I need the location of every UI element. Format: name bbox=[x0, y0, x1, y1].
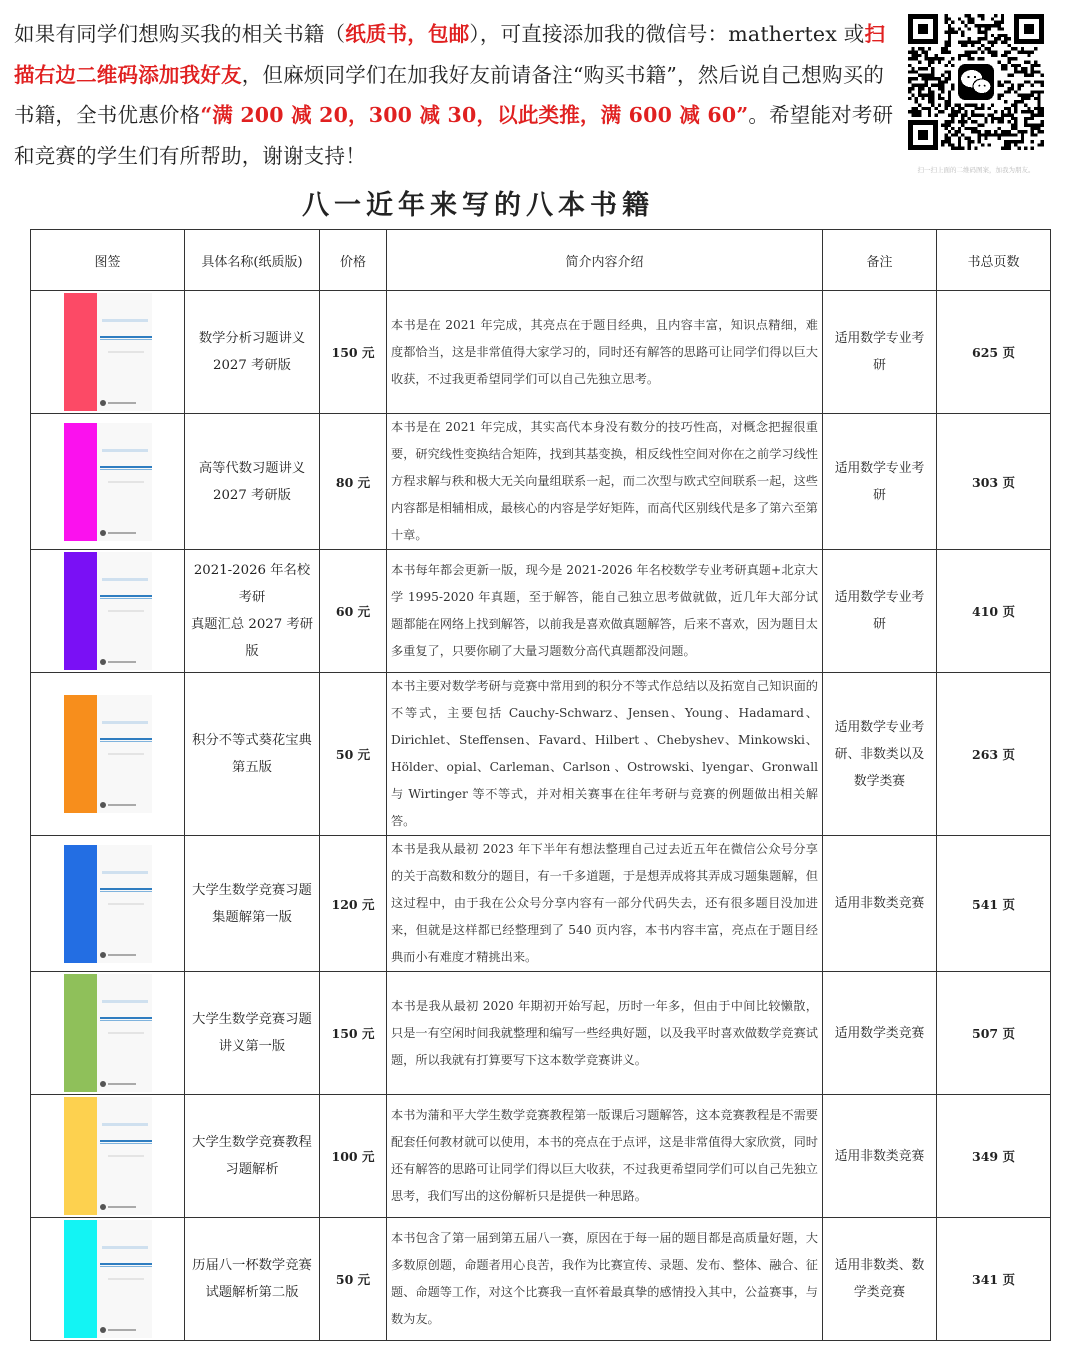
book-note: 适用数学类竞赛 bbox=[823, 972, 937, 1095]
book-pages: 349 页 bbox=[937, 1095, 1051, 1218]
publisher-logo-icon bbox=[100, 400, 106, 406]
book-note: 适用非数类竞赛 bbox=[823, 1095, 937, 1218]
intro-highlight-discount: “满 200 减 20，300 减 30，以此类推，满 600 减 60” bbox=[200, 103, 749, 127]
book-price: 80 元 bbox=[320, 414, 387, 550]
book-price: 150 元 bbox=[320, 291, 387, 414]
book-name-line-2: 2027 考研版 bbox=[213, 358, 291, 373]
publisher-logo-icon bbox=[100, 659, 106, 665]
intro-text-1: 如果有同学们想购买我的相关书籍（ bbox=[14, 22, 346, 46]
publisher-logo-icon bbox=[100, 530, 106, 536]
book-cover-spine bbox=[64, 552, 97, 670]
book-description: 本书是我从最初 2020 年期初开始写起，历时一年多，但由于中间比较懒散，只是一有空闲时间我就整理和编写一些经典好题，以及我平时喜欢做数学竞赛试题，所以我就有打算要写下这本数学竞赛讲义。 bbox=[387, 972, 823, 1095]
book-name-cell bbox=[185, 673, 320, 836]
book-name-line-1: 历届八一杯数学竞赛 bbox=[192, 1258, 312, 1273]
intro-highlight-scan-qr: 扫描右边二维码添加我好友 bbox=[14, 22, 886, 87]
book-cover-image[interactable] bbox=[64, 845, 152, 963]
book-cover-spine bbox=[64, 695, 97, 813]
table-row bbox=[31, 673, 1051, 836]
book-price: 150 元 bbox=[320, 972, 387, 1095]
publisher-logo-icon bbox=[100, 802, 106, 808]
qr-caption: 扫一扫上面的二维码图案，加我为朋友。 bbox=[917, 166, 1035, 174]
book-pages: 507 页 bbox=[937, 972, 1051, 1095]
book-description: 本书为蒲和平大学生数学竞赛教程第一版课后习题解答，这本竞赛教程是不需要配套任何教材就可以使用，本书的亮点在于点评，这是非常值得大家欣赏，同时还有解答的思路可让同学们得以巨大收获，不过我更希望同学们可以自己先独立思考，我们写出的这份解析只是提供一种思路。 bbox=[387, 1095, 823, 1218]
cover-cell bbox=[31, 550, 185, 673]
cover-cell bbox=[31, 1218, 185, 1341]
book-price: 120 元 bbox=[320, 836, 387, 972]
table-header-row bbox=[31, 230, 1051, 291]
book-price: 100 元 bbox=[320, 1095, 387, 1218]
intro-paragraph bbox=[14, 14, 899, 176]
intro-text-2: ），可直接添加我的微信号：mathertex 或 bbox=[469, 22, 865, 46]
book-note: 适用数学专业考研 bbox=[823, 414, 937, 550]
publisher-logo-icon bbox=[100, 952, 106, 958]
book-name-line-1: 数学分析习题讲义 bbox=[198, 331, 306, 346]
book-name-line-1: 高等代数习题讲义 bbox=[198, 460, 306, 476]
book-cover-image[interactable] bbox=[64, 1097, 152, 1215]
header-price: 价格 bbox=[320, 230, 387, 291]
book-cover-image[interactable] bbox=[64, 695, 152, 813]
book-name-cell bbox=[185, 550, 320, 673]
publisher-logo-icon bbox=[100, 1081, 106, 1087]
book-cover-image[interactable] bbox=[64, 552, 152, 670]
book-description: 本书是我从最初 2023 年下半年有想法整理自己过去近五年在微信公众号分享的关于高数和数分的题目，有一千多道题，于是想弄成将其弄成习题集题解，但这过程中，由于我在公众号分享内容有一部分代码失去，还有很多题目没加进来，但就是这样都已经整理到了 540 页内容，本书内容丰富，亮点在于题目经典而小有难度才精挑出来。 bbox=[387, 836, 823, 972]
book-cover-image[interactable] bbox=[64, 423, 152, 541]
book-name-line-2: 第五版 bbox=[232, 760, 272, 775]
book-cover-spine bbox=[64, 1220, 97, 1338]
book-name-line-1: 大学生数学竞赛习题 bbox=[192, 1012, 312, 1027]
book-cover-spine bbox=[64, 293, 97, 411]
book-name-line-1: 2021-2026 年名校考研 bbox=[193, 563, 311, 605]
header-pages: 书总页数 bbox=[937, 230, 1051, 291]
book-description: 本书主要对数学考研与竞赛中常用到的积分不等式作总结以及拓宽自己知识面的不等式，主要包括 Cauchy-Schwarz、Jensen、Young、Hadamard、Dirichlet、Steffensen、Favard、Hilbert 、Chebyshev、Minkowski、Hölder、opial、Carleman、Carlson 、Ostrowski、lyengar、Gronwall 与 Wirtinger 等不等式，并对相关赛事在往年考研与竞赛的例题做出相关解答。 bbox=[387, 673, 823, 836]
book-name-line-2: 试题解析第二版 bbox=[205, 1285, 299, 1300]
book-cover-image[interactable] bbox=[64, 1220, 152, 1338]
book-cover-spine bbox=[64, 1097, 97, 1215]
book-name-cell bbox=[185, 1218, 320, 1341]
book-price: 50 元 bbox=[320, 673, 387, 836]
book-description: 本书每年都会更新一版，现今是 2021-2026 年名校数学专业考研真题+北京大学 1995-2020 年真题，至于解答，能自己独立思考做就做，近几年大部分试题都能在网络上找到解答，以前我是喜欢做真题解答，后来不喜欢，因为题目太多重复了，只要你刷了大量习题数分高代真题都没问题。 bbox=[387, 550, 823, 673]
book-price: 60 元 bbox=[320, 550, 387, 673]
header-note: 备注 bbox=[823, 230, 937, 291]
table-row bbox=[31, 972, 1051, 1095]
book-name-line-2: 真题汇总 2027 考研版 bbox=[190, 617, 314, 659]
book-name-line-2: 2027 考研版 bbox=[213, 487, 291, 503]
table-row bbox=[31, 291, 1051, 414]
book-name-cell bbox=[185, 972, 320, 1095]
table-row bbox=[31, 1095, 1051, 1218]
cover-cell bbox=[31, 673, 185, 836]
book-price: 50 元 bbox=[320, 1218, 387, 1341]
table-row bbox=[31, 836, 1051, 972]
book-cover-spine bbox=[64, 423, 97, 541]
book-cover-spine bbox=[64, 974, 97, 1092]
book-pages: 541 页 bbox=[937, 836, 1051, 972]
intro-text-4: 。希望能对考研和竞赛的学生们有所帮助，谢谢支持！ bbox=[14, 103, 894, 168]
book-description: 本书包含了第一届到第五届八一赛，原因在于每一届的题目都是高质量好题，大多数原创题，命题者用心良苦，我作为比赛宣传、录题、发布、整体、融合、征题、命题等工作，对这个比赛我一直怀着最真挚的感情投入其中，公益赛事，与数为友。 bbox=[387, 1218, 823, 1341]
book-cover-spine bbox=[64, 845, 97, 963]
book-name-line-2: 习题解析 bbox=[225, 1162, 279, 1177]
book-description: 本书是在 2021 年完成，其实高代本身没有数分的技巧性高，对概念把握很重要，研究线性变换结合矩阵，找到其基变换，相反线性空间对你在之前学习线性方程求解与秩和极大无关向量组联系一起，而二次型与欧式空间联系一起，这些内容都是相辅相成，最核心的内容是学好矩阵，而高代区别线代是多了第六至第十章。 bbox=[387, 414, 823, 550]
table-row bbox=[31, 1218, 1051, 1341]
wechat-qr-code-icon[interactable] bbox=[908, 14, 1044, 150]
book-pages: 341 页 bbox=[937, 1218, 1051, 1341]
cover-cell bbox=[31, 291, 185, 414]
cover-cell bbox=[31, 414, 185, 550]
book-name-line-1: 积分不等式葵花宝典 bbox=[192, 733, 312, 748]
books-table bbox=[30, 229, 1051, 1341]
book-note: 适用数学专业考研、非数类以及数学类赛 bbox=[823, 673, 937, 836]
table-row bbox=[31, 550, 1051, 673]
book-name-cell bbox=[185, 1095, 320, 1218]
book-note: 适用非数类、数学类竞赛 bbox=[823, 1218, 937, 1341]
cover-cell bbox=[31, 836, 185, 972]
book-cover-image[interactable] bbox=[64, 293, 152, 411]
intro-highlight-paper-book: 纸质书，包邮 bbox=[345, 22, 470, 46]
book-pages: 625 页 bbox=[937, 291, 1051, 414]
book-note: 适用数学专业考研 bbox=[823, 550, 937, 673]
intro-text-3: ，但麻烦同学们在加我好友前请备注“购买书籍”，然后说自己想购买的书籍，全书优惠价格 bbox=[14, 62, 885, 127]
publisher-logo-icon bbox=[100, 1327, 106, 1333]
publisher-logo-icon bbox=[100, 1204, 106, 1210]
book-name-line-1: 大学生数学竞赛教程 bbox=[192, 1135, 312, 1150]
book-name-cell bbox=[185, 291, 320, 414]
book-note: 适用非数类竞赛 bbox=[823, 836, 937, 972]
book-name-cell bbox=[185, 414, 320, 550]
book-cover-image[interactable] bbox=[64, 974, 152, 1092]
book-description: 本书是在 2021 年完成，其亮点在于题目经典，且内容丰富，知识点精细，难度都恰当，这是非常值得大家学习的，同时还有解答的思路可让同学们得以巨大收获，不过我更希望同学们可以自己先独立思考。 bbox=[387, 291, 823, 414]
book-note: 适用数学专业考研 bbox=[823, 291, 937, 414]
book-name-line-2: 集题解第一版 bbox=[212, 909, 292, 925]
cover-cell bbox=[31, 972, 185, 1095]
book-pages: 263 页 bbox=[937, 673, 1051, 836]
book-name-line-2: 讲义第一版 bbox=[218, 1039, 286, 1054]
page-title: 八一近年来写的八本书籍 bbox=[302, 190, 654, 221]
book-name-line-1: 大学生数学竞赛习题 bbox=[192, 882, 312, 898]
book-name-cell bbox=[185, 836, 320, 972]
header-cover: 图签 bbox=[31, 230, 185, 291]
cover-cell bbox=[31, 1095, 185, 1218]
header-name: 具体名称(纸质版) bbox=[185, 230, 320, 291]
table-row bbox=[31, 414, 1051, 550]
header-description: 简介内容介绍 bbox=[387, 230, 823, 291]
book-pages: 410 页 bbox=[937, 550, 1051, 673]
book-pages: 303 页 bbox=[937, 414, 1051, 550]
